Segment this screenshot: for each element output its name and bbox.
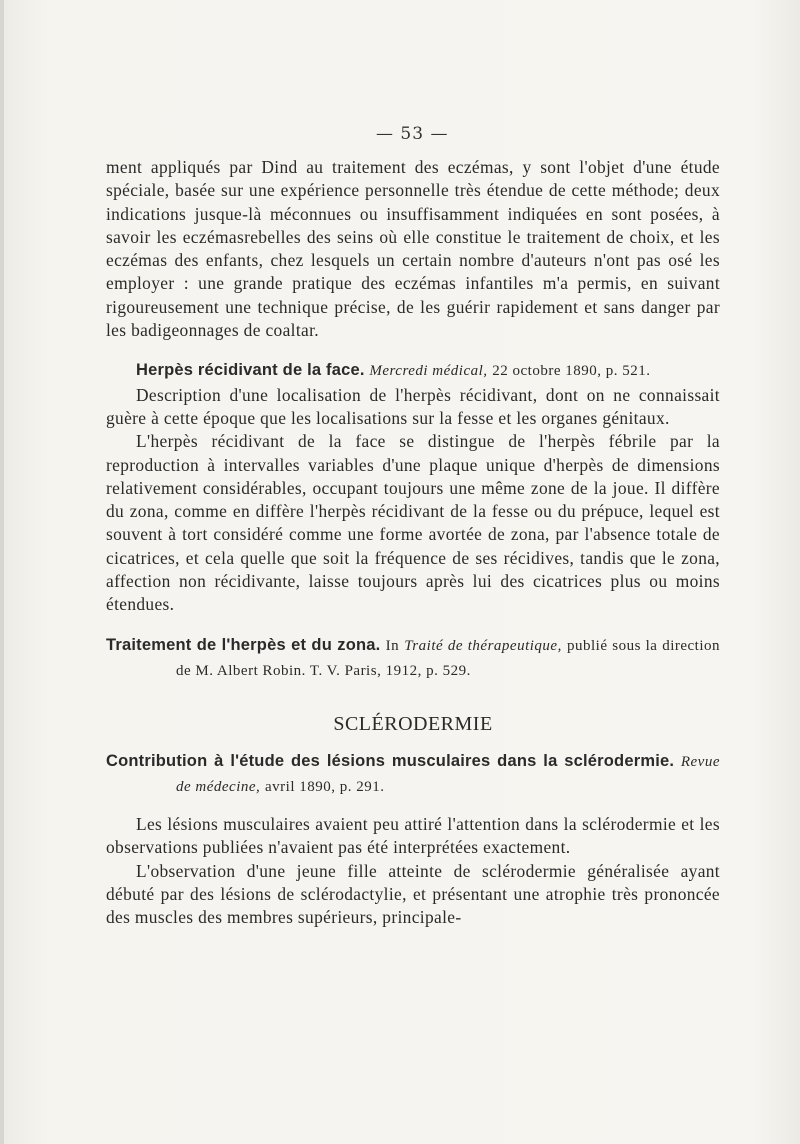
- citation-pre: In: [385, 637, 400, 654]
- entry-title: Herpès récidivant de la face.: [136, 361, 365, 380]
- paragraph: Description d'une localisation de l'herpès récidivant, dont on ne connaissait guère à cette époque que les localisations sur la fesse et les organes génitaux.: [106, 384, 720, 428]
- citation: publié sous la direction de M. Albert Robin. T. V. Paris, 1912, p. 529.: [176, 637, 721, 679]
- citation: avril 1890, p. 291.: [265, 778, 385, 795]
- paragraph: L'observation d'une jeune fille atteinte de sclérodermie généralisée ayant débuté par des lésions de sclérodactylie, et présentant une atrophie très prononcée des muscles des membres supérieurs, principale-: [106, 860, 720, 928]
- entry-sclero-heading: [106, 749, 720, 800]
- page-number: — 53 —: [376, 124, 449, 144]
- section-heading: SCLÉRODERMIE: [333, 713, 493, 736]
- book-title: Traité de thérapeutique,: [404, 637, 562, 654]
- intro-paragraph: ment appliqués par Dind au traitement des eczémas, y sont l'objet d'une étude spéciale, basée sur une expérience personnelle très étendue de cette méthode; deux indications jusque-là méconnues ou insuffisamment indiquées en sont posées, à savoir les eczémasrebelles des seins où elle constitue le traitement de choix, et les eczémas des enfants, chez lesquels un certain nombre d'auteurs n'ont pas osé les employer : une grande pratique des eczémas infantiles m'a permis, en suivant rigoureusement une technique précise, de les guérir rapidement et sans danger par les badigeonnages de coaltar.: [106, 157, 720, 341]
- journal-name: Mercredi médical,: [369, 363, 488, 380]
- page-body: [106, 156, 720, 930]
- entry-herpes-heading: [106, 358, 720, 383]
- paragraph: Les lésions musculaires avaient peu attiré l'attention dans la sclérodermie et les observations publiées n'avaient pas été interprétées exactement.: [106, 814, 720, 858]
- paragraph: L'herpès récidivant de la face se distingue de l'herpès fébrile par la reproduction à intervalles variables d'une plaque unique d'herpès de dimensions relativement considérables, occupant toujours une même zone de la joue. Il diffère du zona, comme en diffère l'herpès récidivant de la fesse ou du prépuce, lequel est souvent à tort considéré comme une forme avortée de zona, par l'absence totale de cicatrices, et cela quelle que soit la fréquence de ses récidives, tandis que le zona, affection non récidivante, laisse toujours après lui des cicatrices plus ou moins étendues.: [106, 431, 720, 615]
- page-edge: [0, 0, 4, 1144]
- journal-name: Revue de médecine,: [176, 753, 720, 795]
- citation: 22 octobre 1890, p. 521.: [492, 363, 651, 380]
- entry-title: Contribution à l'étude des lésions musculaires dans la sclérodermie.: [106, 751, 675, 770]
- entry-traitement-heading: [106, 633, 720, 684]
- entry-title: Traitement de l'herpès et du zona.: [106, 635, 381, 654]
